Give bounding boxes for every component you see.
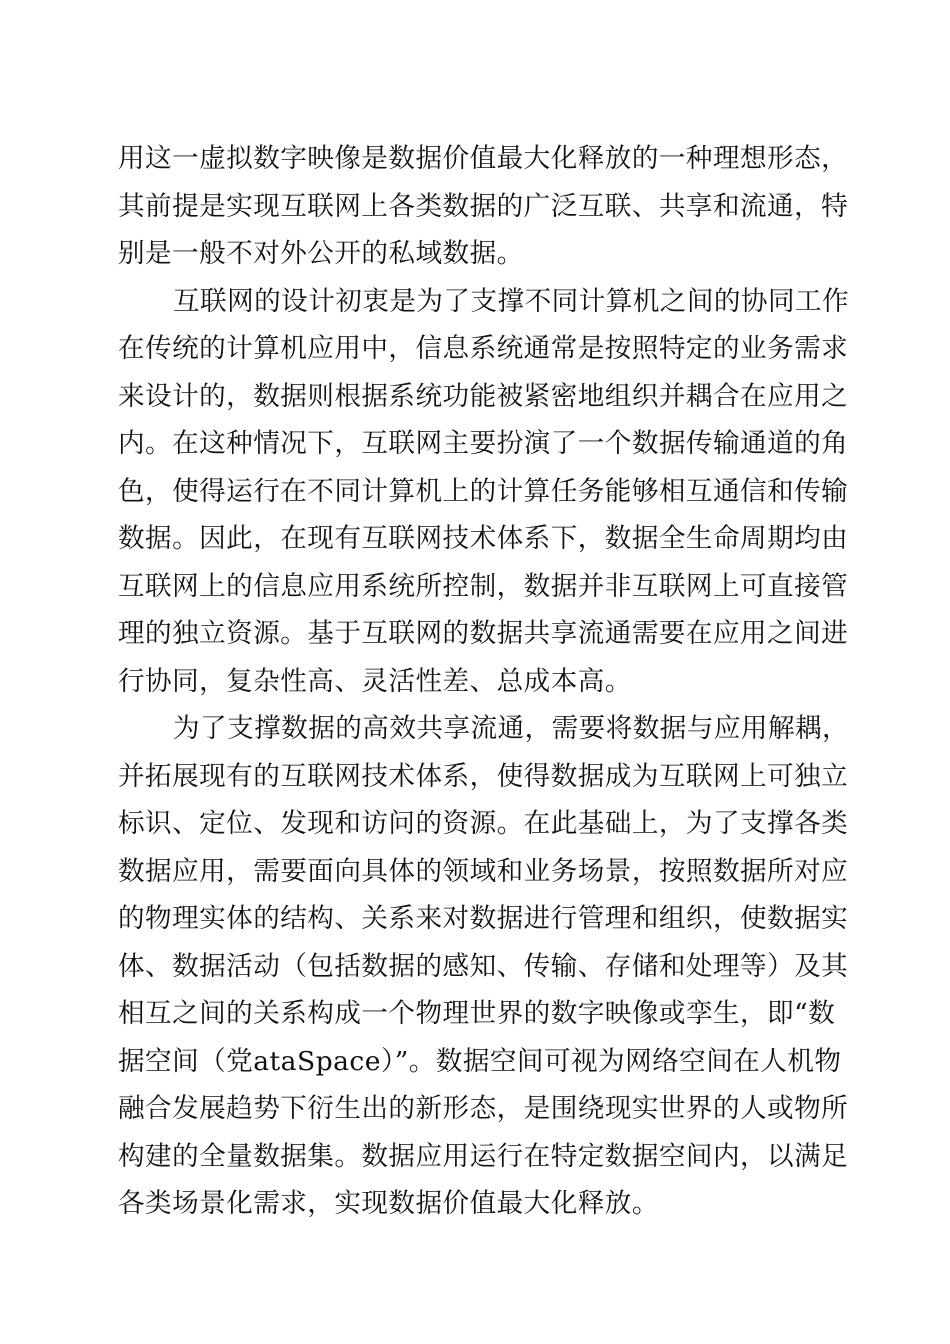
- text-line: 色，使得运行在不同计算机上的计算任务能够相互通信和传输: [118, 476, 849, 507]
- text-line: 的物理实体的结构、关系来对数据进行管理和组织，使数据实: [118, 903, 849, 934]
- text-line: 标识、定位、发现和访问的资源。在此基础上，为了支撑各类: [118, 808, 849, 839]
- text-line: 数据。因此，在现有互联网技术体系下，数据全生命周期均由: [118, 523, 849, 554]
- text-line: 体、数据活动（包括数据的感知、传输、存储和处理等）及其: [118, 951, 849, 982]
- text-line: 其前提是实现互联网上各类数据的广泛互联、共享和流通，特: [118, 191, 849, 222]
- text-line: 在传统的计算机应用中，信息系统通常是按照特定的业务需求: [118, 333, 849, 364]
- text-line: 别是一般不对外公开的私域数据。: [118, 238, 524, 269]
- text-line: 用这一虚拟数字映像是数据价值最大化释放的一种理想形态，: [118, 143, 849, 174]
- text-line: 行协同，复杂性高、灵活性差、总成本高。: [118, 666, 632, 697]
- text-line: 相互之间的关系构成一个物理世界的数字映像或孪生，即“数: [118, 998, 836, 1029]
- text-line: 并拓展现有的互联网技术体系，使得数据成为互联网上可独立: [118, 761, 849, 792]
- text-line: 理的独立资源。基于互联网的数据共享流通需要在应用之间进: [118, 618, 849, 649]
- text-line: 来设计的，数据则根据系统功能被紧密地组织并耦合在应用之: [118, 381, 849, 412]
- text-line: 各类场景化需求，实现数据价值最大化释放。: [118, 1188, 659, 1219]
- text-line: 为了支撑数据的高效共享流通，需要将数据与应用解耦，: [173, 713, 850, 744]
- text-line: 构建的全量数据集。数据应用运行在特定数据空间内，以满足: [118, 1141, 849, 1172]
- text-line: 互联网上的信息应用系统所控制，数据并非互联网上可直接管: [118, 571, 849, 602]
- text-line: 互联网的设计初衷是为了支撑不同计算机之间的协同工作: [173, 286, 850, 317]
- text-line: 内。在这种情况下，互联网主要扮演了一个数据传输通道的角: [118, 428, 849, 459]
- text-line: 数据应用，需要面向具体的领域和业务场景，按照数据所对应: [118, 856, 849, 887]
- text-line: 融合发展趋势下衍生出的新形态，是围绕现实世界的人或物所: [118, 1093, 849, 1124]
- text-line: 据空间（党ataSpace）”。数据空间可视为网络空间在人机物: [118, 1046, 842, 1077]
